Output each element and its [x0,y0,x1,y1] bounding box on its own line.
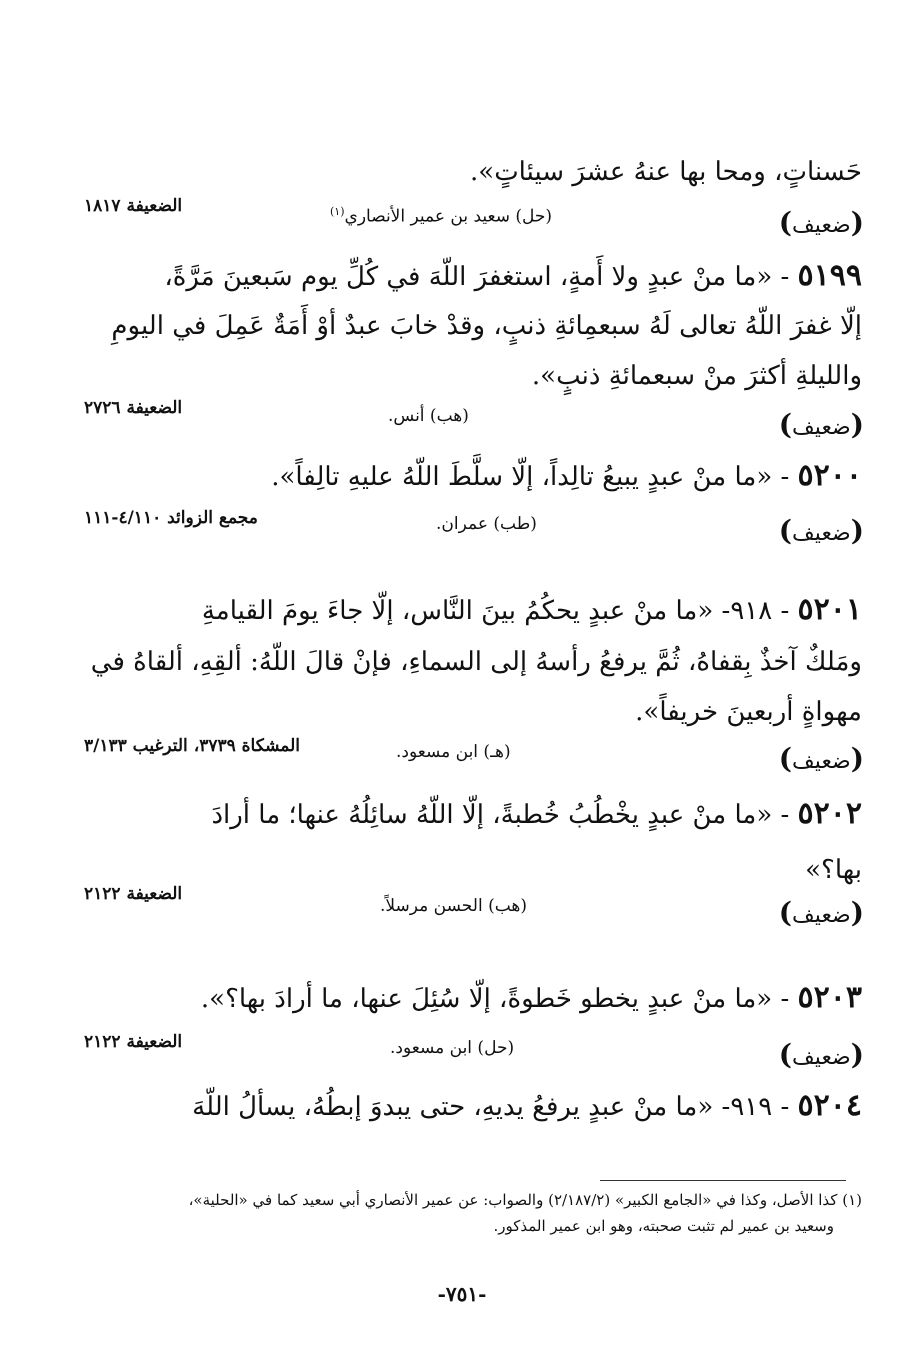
grade-label: (ضعيف) [778,206,864,239]
footnote-line: وسعيد بن عمير لم تثبت صحبته، وهو ابن عمير المذكور. [493,1217,834,1235]
source [330,200,552,229]
hadith-line [62,452,862,501]
source: (هـ) ابن مسعود. [396,742,511,762]
reference: الضعيفة ٢١٢٢ [84,884,183,904]
hadith-text: - «ما منْ عبدٍ يبيعُ تالِداً، إلّا سلَّطَ اللّهُ عليهِ تالِفاً». [271,462,790,492]
hadith-number: ٥١٩٩ [797,258,862,293]
body-line: حَسناتٍ، ومحا بها عنهُ عشرَ سيئاتٍ». [470,157,862,187]
reference: الضعيفة ١٨١٧ [84,196,183,216]
footnote-line: (١) كذا الأصل، وكذا في «الجامع الكبير» (٢/١٨٧/٢) والصواب: عن عمير الأنصاري أبي سعيد كما في «الحلية»، [188,1191,862,1209]
hadith-line: والليلةِ أكثرَ منْ سبعمائةِ ذنبٍ». [531,361,862,391]
footnote-separator [600,1180,846,1181]
grade-text: ضعيف [792,213,851,238]
reference: مجمع الزوائد ٤/١١٠-١١١ [84,508,258,528]
source: (هب) الحسن مرسلاً. [380,896,527,916]
footnote-mark[interactable]: (١) [330,205,345,218]
page-number: -٧٥١- [437,1282,487,1306]
grade-text: ضعيف [792,415,851,440]
hadith-text: - ٩١٨- «ما منْ عبدٍ يحكُمُ بينَ النَّاس، إلّا جاءَ يومَ القيامةِ [201,596,790,626]
source: (طب) عمران. [436,514,537,534]
hadith-number: ٥٢٠١ [797,592,862,627]
source-text: (حل) سعيد بن عمير الأنصاري [344,206,553,227]
hadith-number: ٥٢٠٣ [797,980,862,1015]
source: (هب) أنس. [388,406,469,426]
hadith-line [62,974,862,1023]
reference: الضعيفة ٢١٢٢ [84,1032,183,1052]
hadith-line [62,252,862,301]
grade-label: (ضعيف) [778,408,864,441]
grade-label: (ضعيف) [778,1038,864,1071]
hadith-text: - ٩١٩- «ما منْ عبدٍ يرفعُ يديهِ، حتى يبدوَ إبطُهُ، يسألُ اللّهَ [192,1092,790,1122]
hadith-line: مهواةٍ أربعينَ خريفاً». [635,697,862,727]
grade-label: (ضعيف) [778,896,864,929]
hadith-text: - «ما منْ عبدٍ ولا أَمةٍ، استغفرَ اللّهَ في كُلِّ يوم سَبعينَ مَرَّةً، [164,262,790,292]
hadith-number: ٥٢٠٤ [797,1088,862,1123]
grade-text: ضعيف [792,521,851,546]
hadith-number: ٥٢٠٢ [797,796,862,831]
hadith-line [62,1082,862,1131]
hadith-line [62,790,862,839]
hadith-text: - «ما منْ عبدٍ يخْطُبُ خُطبةً، إلّا اللّهُ سائِلُهُ عنها؛ ما أرادَ [211,800,790,830]
hadith-line: إلّا غفرَ اللّهُ تعالى لَهُ سبعمِائةِ ذنبٍ، وقدْ خابَ عبدٌ أوْ أَمَةٌ عَمِلَ في اليومِ [111,311,862,341]
hadith-line [62,586,862,635]
grade-label: (ضعيف) [778,742,864,775]
hadith-number: ٥٢٠٠ [797,458,862,493]
grade-text: ضعيف [792,749,851,774]
reference: المشكاة ٣٧٣٩، الترغيب ٣/١٣٣ [84,736,301,756]
hadith-line: بها؟» [805,855,862,885]
hadith-line: ومَلكٌ آخذٌ بِقفاهُ، ثُمَّ يرفعُ رأسهُ إلى السماءِ، فإنْ قالَ اللّهُ: ألقِهِ، ألقاهُ في [90,647,862,677]
grade-text: ضعيف [792,903,851,928]
grade-label: (ضعيف) [778,514,864,547]
source: (حل) ابن مسعود. [390,1038,515,1058]
reference: الضعيفة ٢٧٢٦ [84,398,183,418]
grade-text: ضعيف [792,1045,851,1070]
hadith-text: - «ما منْ عبدٍ يخطو خَطوةً، إلّا سُئِلَ عنها، ما أرادَ بها؟». [200,984,790,1014]
